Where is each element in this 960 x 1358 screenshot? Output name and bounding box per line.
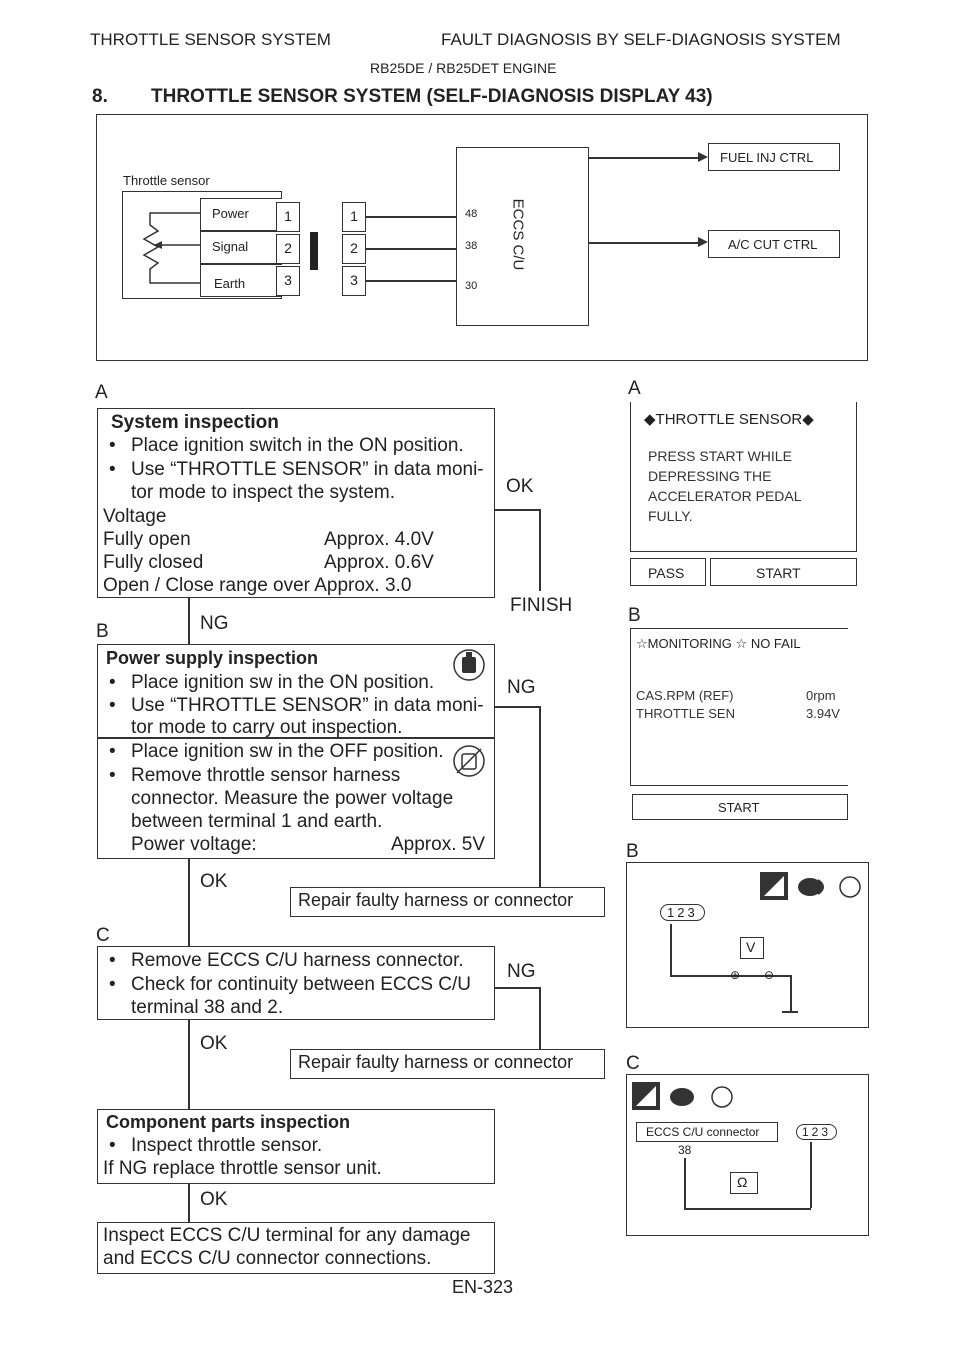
ok-4: OK — [200, 1189, 228, 1210]
step-a-bullet-2b: tor mode to inspect the system. — [131, 482, 396, 503]
page-number: EN-323 — [452, 1277, 514, 1297]
step-a-closed-value: Approx. 0.6V — [324, 552, 434, 573]
step-b-title: Power supply inspection — [106, 648, 319, 668]
screen-b-row1-label: CAS.RPM (REF) — [636, 688, 734, 703]
diagram-c-probe-1 — [684, 1158, 686, 1208]
diagram-b-ground — [782, 1011, 798, 1013]
step-b-bullet-4a: • Remove throttle sensor harness — [131, 765, 400, 787]
diagram-b-plus: ⊕ — [730, 968, 741, 982]
step-c-bullet-2a: • Check for continuity between ECCS C/U — [131, 974, 471, 996]
component-bullet-1: • Inspect throttle sensor. — [131, 1135, 322, 1157]
diagram-b-mode-icons — [760, 870, 866, 904]
step-a-bullet-1: • Place ignition switch in the ON position. — [131, 435, 464, 457]
step-b-bullet-2a: • Use “THROTTLE SENSOR” in data moni- — [131, 695, 484, 717]
screen-a-l1: PRESS START WHILE — [648, 448, 792, 464]
ignition-off-icon — [450, 742, 488, 780]
ok-3: OK — [200, 1033, 228, 1054]
arrow-fuel-inj — [698, 152, 708, 162]
step-c-bullet-1: • Remove ECCS C/U harness connector. — [131, 950, 464, 972]
output-fuel-inj-label: FUEL INJ CTRL — [720, 150, 814, 165]
screen-b-row2-value: 3.94V — [806, 706, 840, 721]
side-label-b1: B — [628, 605, 641, 626]
step-a-open-value: Approx. 4.0V — [324, 529, 434, 550]
arrow-ac-cut — [698, 237, 708, 247]
terminal-30: 30 — [465, 280, 478, 292]
harness-pin-2: 2 — [342, 234, 366, 264]
side-label-c: C — [626, 1053, 640, 1074]
step-a-voltage: Voltage — [103, 506, 167, 527]
repair-2: Repair faulty harness or connector — [298, 1052, 574, 1072]
output-ac-cut-label: A/C CUT CTRL — [728, 237, 818, 252]
ng-1: NG — [200, 613, 229, 634]
diagram-c-lead — [684, 1208, 811, 1210]
diagram-b-minus: ⊖ — [764, 968, 775, 982]
step-b-pv-label: Power voltage: — [131, 834, 257, 855]
screen-a-pass-label: PASS — [648, 565, 685, 581]
screen-a-start-label: START — [756, 565, 801, 581]
final-line-1: Inspect ECCS C/U terminal for any damage — [103, 1225, 471, 1246]
step-a-open-label: Fully open — [103, 529, 191, 550]
potentiometer-symbol — [140, 205, 202, 295]
engine-label: RB25DE / RB25DET ENGINE — [370, 60, 557, 76]
step-b-bullet-4b: connector. Measure the power voltage — [131, 788, 454, 809]
sensor-pin-3: 3 — [276, 266, 300, 296]
diagram-c-connector-label: ECCS C/U connector — [646, 1125, 760, 1139]
screen-a-l3: ACCELERATOR PEDAL — [648, 488, 802, 504]
ok-1: OK — [506, 476, 534, 497]
side-label-b2: B — [626, 841, 639, 862]
screen-a-title-text: THROTTLE SENSOR — [655, 411, 803, 428]
diagram-c-connector: 123 — [796, 1124, 837, 1140]
pin-name-earth: Earth — [214, 276, 246, 291]
header-right: FAULT DIAGNOSIS BY SELF-DIAGNOSIS SYSTEM — [441, 30, 841, 49]
flow-label-b: B — [96, 621, 109, 642]
component-line-2: If NG replace throttle sensor unit. — [103, 1158, 382, 1179]
repair-1: Repair faulty harness or connector — [298, 890, 574, 910]
step-a-bullet-2a: • Use “THROTTLE SENSOR” in data moni- — [131, 459, 484, 481]
final-line-2: and ECCS C/U connector connections. — [103, 1248, 432, 1269]
terminal-38: 38 — [465, 240, 478, 252]
header-left: THROTTLE SENSOR SYSTEM — [90, 30, 331, 49]
sensor-pin-2: 2 — [276, 234, 300, 264]
pin-name-signal: Signal — [212, 239, 249, 254]
harness-pin-1: 1 — [342, 202, 366, 232]
diagram-c-probe-2 — [810, 1142, 812, 1208]
screen-b-row1-value: 0rpm — [806, 688, 836, 703]
screen-b-status: NO FAIL — [750, 636, 801, 651]
diagram-b-connector: 123 — [660, 904, 705, 921]
ok-1-line — [495, 509, 540, 511]
flow-trunk-3 — [188, 1020, 190, 1110]
flow-label-c: C — [96, 925, 110, 946]
screen-a-title: ◆THROTTLE SENSOR◆ — [644, 411, 814, 428]
flow-label-a: A — [95, 382, 108, 403]
ok-2: OK — [200, 871, 228, 892]
screen-b-title-text: MONITORING — [647, 636, 732, 651]
wire-fuel-inj — [589, 157, 701, 159]
ng-2: NG — [507, 677, 536, 698]
step-a-range: Open / Close range over Approx. 3.0 — [103, 575, 412, 596]
wire-signal — [366, 248, 458, 250]
ng-3-line — [495, 987, 540, 989]
ok-1-drop — [539, 509, 541, 591]
screen-a-l2: DEPRESSING THE — [648, 468, 772, 484]
step-b-bullet-2b: tor mode to carry out inspection. — [131, 717, 403, 738]
step-b-bullet-1: • Place ignition sw in the ON position. — [131, 672, 434, 694]
step-b-pv-value: Approx. 5V — [391, 834, 485, 855]
section-number: 8. — [92, 86, 108, 107]
diagram-b-probe-2 — [790, 975, 792, 1011]
flow-trunk-2 — [188, 859, 190, 946]
component-title: Component parts inspection — [106, 1112, 351, 1132]
ng-3: NG — [507, 961, 536, 982]
screen-b-start-label: START — [718, 800, 760, 815]
wire-earth — [366, 280, 458, 282]
screen-b-row2-label: THROTTLE SEN — [636, 706, 735, 721]
screen-a-l4: FULLY. — [648, 508, 693, 524]
terminal-48: 48 — [465, 208, 478, 220]
flow-trunk-1 — [188, 598, 190, 644]
diagram-c-mode-icons — [632, 1080, 738, 1114]
connector-latch — [310, 232, 318, 270]
side-label-a: A — [628, 378, 641, 399]
ignition-on-icon — [452, 648, 486, 682]
wire-ac-cut — [589, 242, 701, 244]
ng-2-line — [495, 706, 540, 708]
pin-name-power: Power — [212, 206, 249, 221]
screen-b-title: ☆MONITORING ☆ NO FAIL — [636, 636, 801, 651]
diagram-b-probe-1 — [670, 924, 672, 976]
step-c-bullet-2b: terminal 38 and 2. — [131, 997, 284, 1018]
wire-power — [366, 216, 458, 218]
ecu-label: ECCS C/U — [509, 198, 527, 271]
step-a-title: System inspection — [111, 412, 279, 433]
step-b-bullet-4c: between terminal 1 and earth. — [131, 811, 383, 832]
diagram-b-meter-label: V — [746, 939, 756, 955]
finish: FINISH — [510, 595, 573, 616]
diagram-c-terminal: 38 — [678, 1143, 692, 1157]
step-a-closed-label: Fully closed — [103, 552, 204, 573]
step-b-bullet-3: • Place ignition sw in the OFF position. — [131, 741, 444, 763]
section-title: THROTTLE SENSOR SYSTEM (SELF-DIAGNOSIS DISPLAY 43) — [151, 86, 713, 107]
sensor-pin-1: 1 — [276, 202, 300, 232]
throttle-sensor-label: Throttle sensor — [123, 173, 210, 188]
harness-pin-3: 3 — [342, 266, 366, 296]
ng-3-drop — [539, 987, 541, 1049]
ng-2-drop — [539, 706, 541, 888]
flow-trunk-4 — [188, 1184, 190, 1223]
diagram-c-meter-label: Ω — [737, 1174, 748, 1190]
